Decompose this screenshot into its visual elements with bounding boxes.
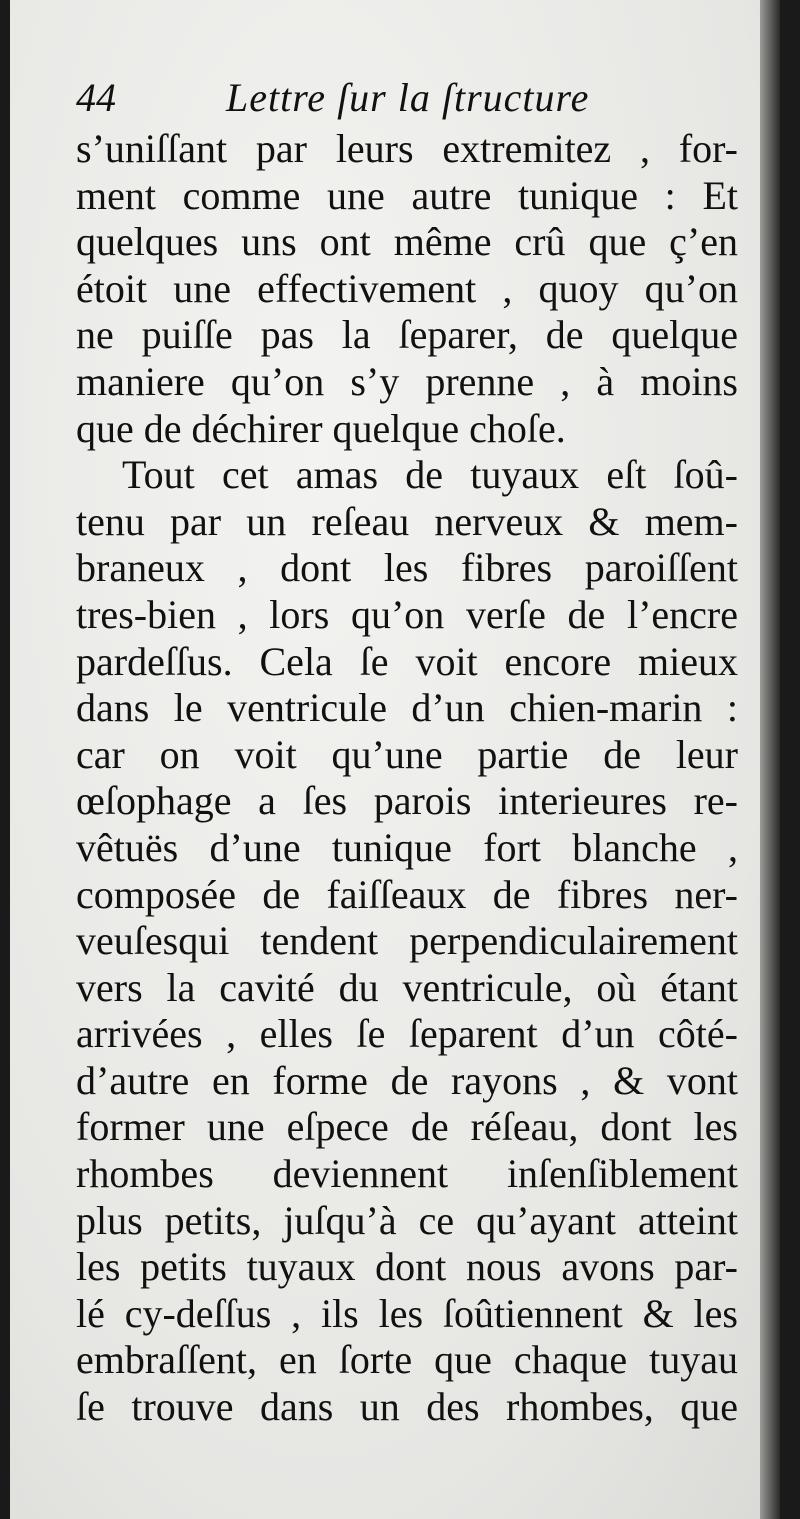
- text-line: plus petits, juſqu’à ce qu’ayant atteint: [76, 1197, 738, 1243]
- page-number: 44: [76, 75, 116, 120]
- text-line: vers la cavité du ventricule, où étant: [76, 964, 738, 1010]
- text-body: [76, 126, 738, 1431]
- book-page: [10, 0, 780, 1519]
- text-line: les petits tuyaux dont nous avons par-: [76, 1244, 738, 1290]
- text-line: vêtuës d’une tunique fort blanche ,: [76, 824, 738, 870]
- text-line: former une eſpece de réſeau, dont les: [76, 1104, 738, 1150]
- text-line: composée de faiſſeaux de fibres ner-: [76, 871, 738, 917]
- text-line: rhombes deviennent inſenſiblement: [76, 1151, 738, 1197]
- text-line: tenu par un reſeau nerveux & mem-: [76, 498, 738, 544]
- text-line: arrivées , elles ſe ſeparent d’un côté-: [76, 1011, 738, 1057]
- text-line: lé cy-deſſus , ils les ſoûtiennent & les: [76, 1290, 738, 1336]
- text-line: d’autre en forme de rayons , & vont: [76, 1057, 738, 1103]
- text-line: s’uniſſant par leurs extremitez , for-: [76, 126, 738, 171]
- text-line: dans le ventricule d’un chien-marin :: [76, 685, 738, 731]
- text-line: ne puiſſe pas la ſeparer, de quelque: [76, 312, 738, 358]
- text-line: que de déchirer quelque choſe.: [76, 405, 566, 451]
- text-line: car on voit qu’une partie de leur: [76, 731, 738, 777]
- running-title: Lettre ſur la ſtructure: [226, 75, 590, 120]
- text-line: ment comme une autre tunique : Et: [76, 172, 738, 218]
- paragraph-start-line: Tout cet amas de tuyaux eſt ſoû-: [122, 452, 738, 498]
- page-header: [76, 70, 736, 126]
- text-line: étoit une effectivement , quoy qu’on: [76, 265, 738, 311]
- page-edge-shadow: [760, 0, 780, 1519]
- text-line: veuſesqui tendent perpendiculairement: [76, 918, 738, 964]
- text-line: maniere qu’on s’y prenne , à moins: [76, 358, 738, 404]
- text-line: tres-bien , lors qu’on verſe de l’encre: [76, 591, 738, 637]
- text-line: œſophage a ſes parois interieures re-: [76, 778, 738, 824]
- text-line: braneux , dont les fibres paroiſſent: [76, 545, 738, 591]
- text-line: quelques uns ont même crû que ç’en: [76, 219, 738, 265]
- text-line: pardeſſus. Cela ſe voit encore mieux: [76, 638, 738, 684]
- text-line: embraſſent, en ſorte que chaque tuyau: [76, 1337, 738, 1383]
- text-line: ſe trouve dans un des rhombes, que: [76, 1384, 738, 1430]
